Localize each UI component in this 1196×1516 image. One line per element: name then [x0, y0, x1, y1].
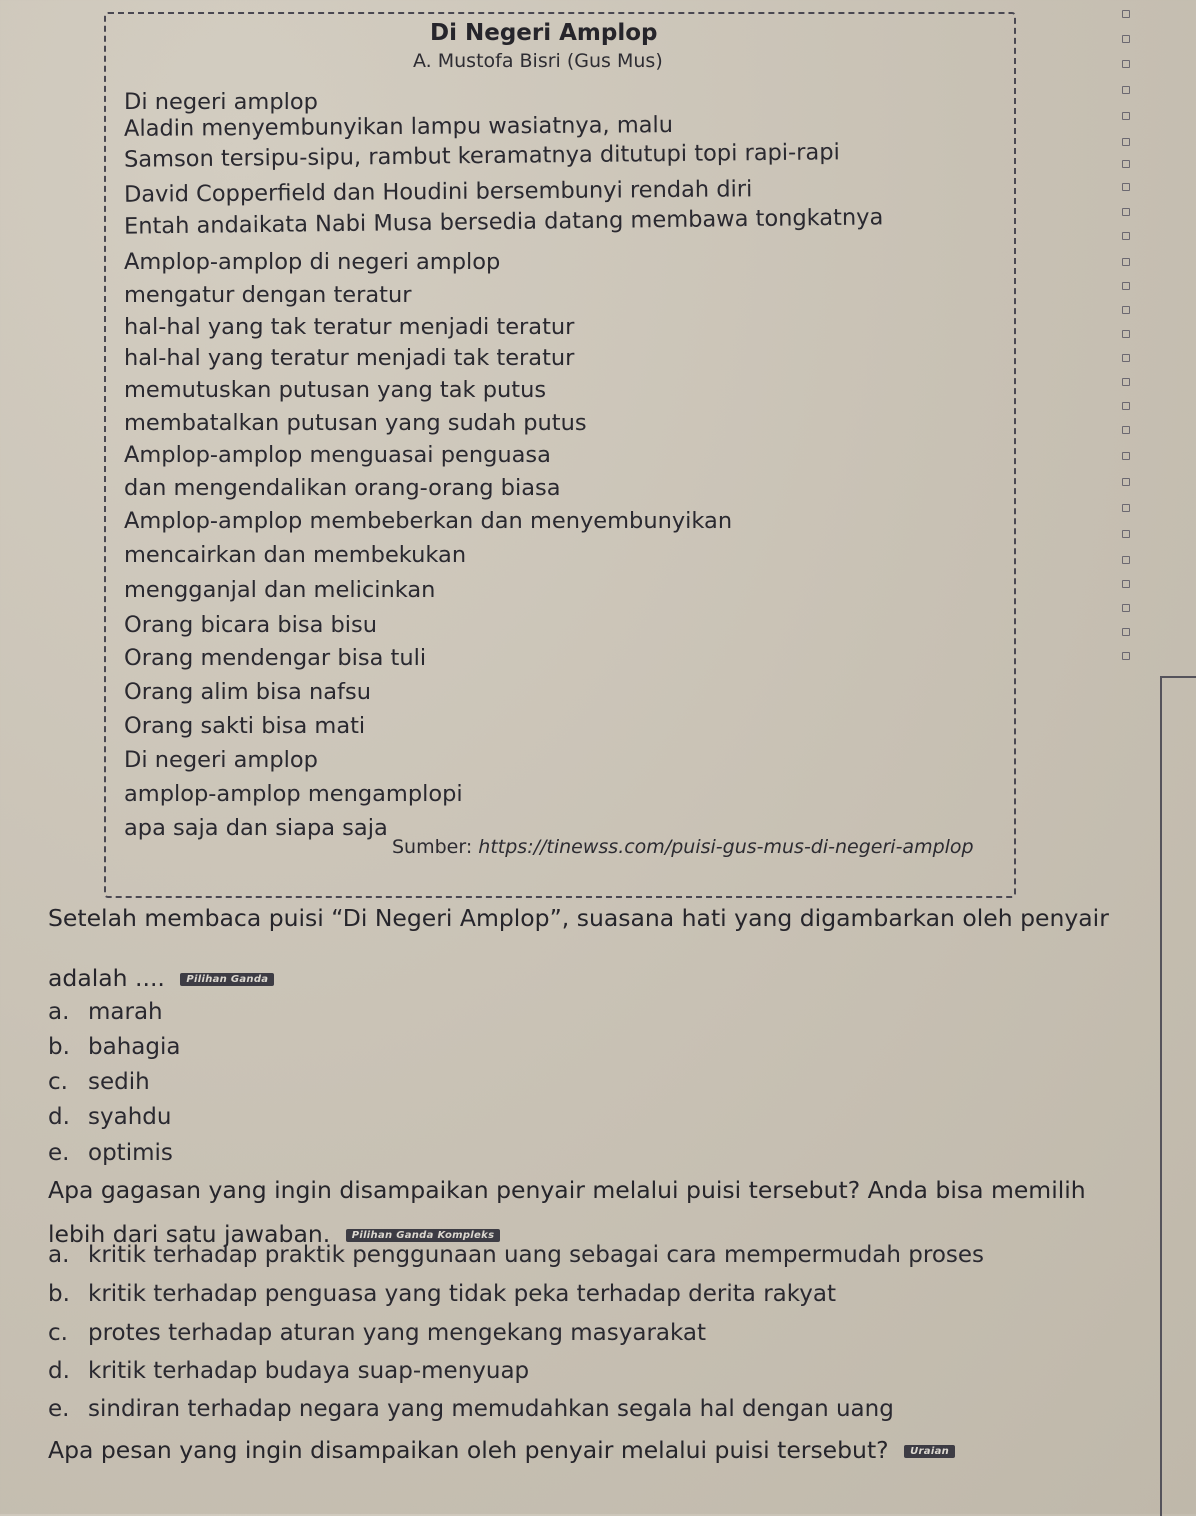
poem-line: Orang mendengar bisa tuli	[124, 645, 427, 671]
binding-hole	[1122, 628, 1130, 636]
option-text: syahdu	[88, 1104, 172, 1130]
question2-text-line1: Apa gagasan yang ingin disampaikan penyair melalui puisi tersebut? Anda bisa memilih	[48, 1176, 1086, 1204]
question1-text-end: adalah ....	[48, 964, 165, 992]
binding-hole	[1122, 426, 1130, 434]
option-text: bahagia	[88, 1034, 181, 1060]
binding-hole	[1122, 232, 1130, 240]
binding-hole	[1122, 35, 1130, 43]
binding-hole	[1122, 60, 1130, 68]
binding-holes	[1108, 0, 1148, 680]
question1-option-a[interactable]	[48, 999, 163, 1025]
binding-hole	[1122, 306, 1130, 314]
poem-line: Amplop-amplop menguasai penguasa	[124, 442, 551, 468]
option-text: sedih	[88, 1069, 150, 1095]
option-letter: a.	[48, 999, 70, 1025]
poem-line: hal-hal yang teratur menjadi tak teratur	[124, 345, 575, 371]
poem-line: Orang sakti bisa mati	[124, 713, 366, 739]
question3-text	[48, 1436, 955, 1464]
poem-source	[392, 836, 974, 858]
poem-line: Amplop-amplop membeberkan dan menyembunyikan	[124, 508, 733, 534]
page-edge	[1160, 676, 1196, 1516]
poem-line: Orang bicara bisa bisu	[124, 612, 378, 638]
binding-hole	[1122, 530, 1130, 538]
poem-line: mengatur dengan teratur	[124, 282, 412, 308]
binding-hole	[1122, 402, 1130, 410]
question2-option-e[interactable]	[48, 1396, 894, 1422]
binding-hole	[1122, 330, 1130, 338]
binding-hole	[1122, 160, 1130, 168]
poem-line: hal-hal yang tak teratur menjadi teratur	[124, 314, 575, 340]
binding-hole	[1122, 112, 1130, 120]
poem-line: Di negeri amplop	[124, 89, 318, 115]
poem-line: amplop-amplop mengamplopi	[124, 781, 463, 807]
option-letter: e.	[48, 1396, 70, 1422]
option-letter: d.	[48, 1104, 70, 1130]
poem-line: Di negeri amplop	[124, 747, 318, 773]
binding-hole	[1122, 452, 1130, 460]
binding-hole	[1122, 378, 1130, 386]
option-letter: e.	[48, 1140, 70, 1166]
binding-hole	[1122, 282, 1130, 290]
poem-line: memutuskan putusan yang tak putus	[124, 377, 547, 403]
question2-option-b[interactable]	[48, 1281, 836, 1307]
option-text: kritik terhadap praktik penggunaan uang sebagai cara mempermudah proses	[88, 1242, 985, 1268]
option-letter: c.	[48, 1069, 68, 1095]
poem-line: David Copperfield dan Houdini bersembunyi rendah diri	[123, 176, 753, 208]
poem-line: mencairkan dan membekukan	[124, 542, 467, 568]
question2-option-a[interactable]	[48, 1242, 984, 1268]
poem-author: A. Mustofa Bisri (Gus Mus)	[413, 50, 663, 72]
binding-hole	[1122, 138, 1130, 146]
option-text: protes terhadap aturan yang mengekang masyarakat	[88, 1320, 707, 1346]
question2-text-end: lebih dari satu jawaban.	[48, 1220, 331, 1248]
poem-line: Entah andaikata Nabi Musa bersedia datang membawa tongkatnya	[123, 204, 884, 240]
question2-option-d[interactable]	[48, 1358, 529, 1384]
question1-option-c[interactable]	[48, 1069, 150, 1095]
option-text: kritik terhadap budaya suap-menyuap	[88, 1358, 530, 1384]
binding-hole	[1122, 354, 1130, 362]
option-letter: d.	[48, 1358, 70, 1384]
poem-line: Samson tersipu-sipu, rambut keramatnya ditutupi topi rapi-rapi	[123, 139, 840, 173]
binding-hole	[1122, 580, 1130, 588]
question1-option-d[interactable]	[48, 1104, 171, 1130]
binding-hole	[1122, 258, 1130, 266]
option-letter: a.	[48, 1242, 70, 1268]
binding-hole	[1122, 183, 1130, 191]
poem-line: membatalkan putusan yang sudah putus	[124, 410, 587, 436]
question1-option-b[interactable]	[48, 1034, 180, 1060]
binding-hole	[1122, 504, 1130, 512]
binding-hole	[1122, 478, 1130, 486]
option-letter: b.	[48, 1281, 70, 1307]
option-text: marah	[88, 999, 163, 1025]
binding-hole	[1122, 208, 1130, 216]
poem-line: dan mengendalikan orang-orang biasa	[124, 475, 561, 501]
question-type-badge: Uraian	[904, 1445, 955, 1458]
binding-hole	[1122, 556, 1130, 564]
source-label: Sumber:	[392, 836, 473, 858]
question-type-badge: Pilihan Ganda Kompleks	[346, 1229, 501, 1242]
poem-line: Amplop-amplop di negeri amplop	[124, 249, 501, 275]
poem-title: Di Negeri Amplop	[430, 20, 658, 46]
binding-hole	[1122, 604, 1130, 612]
poem-line: mengganjal dan melicinkan	[124, 577, 436, 603]
question2-option-c[interactable]	[48, 1320, 706, 1346]
option-text: optimis	[88, 1140, 173, 1166]
binding-hole	[1122, 652, 1130, 660]
option-letter: c.	[48, 1320, 68, 1346]
poem-line: apa saja dan siapa saja	[124, 815, 388, 841]
question3-text-body: Apa pesan yang ingin disampaikan oleh penyair melalui puisi tersebut?	[48, 1436, 889, 1464]
option-text: sindiran terhadap negara yang memudahkan segala hal dengan uang	[88, 1396, 894, 1422]
option-letter: b.	[48, 1034, 70, 1060]
question1-option-e[interactable]	[48, 1140, 173, 1166]
question-type-badge: Pilihan Ganda	[180, 973, 274, 986]
binding-hole	[1122, 10, 1130, 18]
question1-text-line1: Setelah membaca puisi “Di Negeri Amplop”, suasana hati yang digambarkan oleh penyair	[48, 904, 1109, 932]
poem-line: Aladin menyembunyikan lampu wasiatnya, malu	[123, 112, 674, 142]
source-url: https://tinewss.com/puisi-gus-mus-di-negeri-amplop	[478, 836, 974, 858]
option-text: kritik terhadap penguasa yang tidak peka terhadap derita rakyat	[88, 1281, 836, 1307]
question1-text-line2	[48, 964, 274, 992]
binding-hole	[1122, 86, 1130, 94]
poem-line: Orang alim bisa nafsu	[124, 679, 371, 705]
